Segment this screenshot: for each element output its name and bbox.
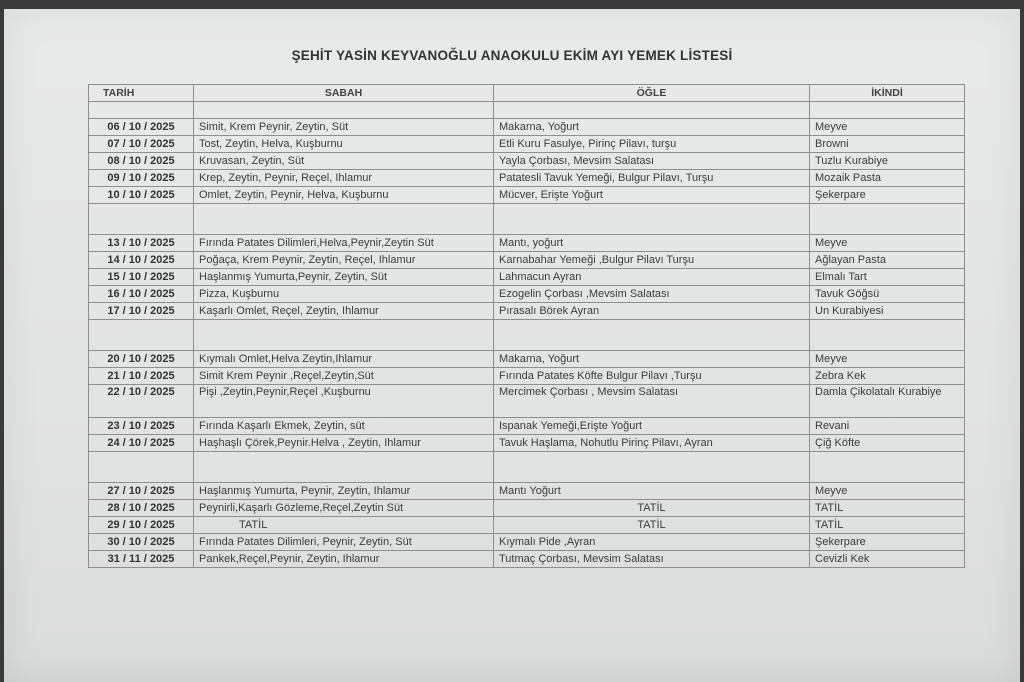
menu-table bbox=[88, 84, 965, 568]
ogle-cell: Pırasalı Börek Ayran bbox=[494, 303, 810, 320]
sabah-cell: Tost, Zeytin, Helva, Kuşburnu bbox=[194, 136, 494, 153]
spacer-row bbox=[89, 204, 965, 235]
ikindi-cell: Elmalı Tart bbox=[810, 269, 965, 286]
ikindi-cell: Ağlayan Pasta bbox=[810, 252, 965, 269]
date-cell: 31 / 11 / 2025 bbox=[89, 551, 194, 568]
date-cell: 21 / 10 / 2025 bbox=[89, 368, 194, 385]
date-cell: 24 / 10 / 2025 bbox=[89, 435, 194, 452]
ogle-cell: Mantı Yoğurt bbox=[494, 483, 810, 500]
ogle-cell: Mücver, Erişte Yoğurt bbox=[494, 187, 810, 204]
sabah-cell: Simit Krem Peynir ,Reçel,Zeytin,Süt bbox=[194, 368, 494, 385]
sabah-cell: Simit, Krem Peynir, Zeytin, Süt bbox=[194, 119, 494, 136]
date-cell: 10 / 10 / 2025 bbox=[89, 187, 194, 204]
sabah-cell: Fırında Patates Dilimleri, Peynir, Zeytin, Süt bbox=[194, 534, 494, 551]
date-cell: 27 / 10 / 2025 bbox=[89, 483, 194, 500]
ikindi-cell: Meyve bbox=[810, 351, 965, 368]
date-cell: 08 / 10 / 2025 bbox=[89, 153, 194, 170]
header-afternoon: İKİNDİ bbox=[810, 85, 965, 102]
table-row bbox=[89, 170, 965, 187]
table-row bbox=[89, 252, 965, 269]
ogle-cell: Ezogelin Çorbası ,Mevsim Salatası bbox=[494, 286, 810, 303]
sabah-cell: Fırında Kaşarlı Ekmek, Zeytin, süt bbox=[194, 418, 494, 435]
table-row bbox=[89, 153, 965, 170]
ogle-cell: TATİL bbox=[494, 500, 810, 517]
ikindi-cell: Şekerpare bbox=[810, 187, 965, 204]
ikindi-cell: Şekerpare bbox=[810, 534, 965, 551]
ogle-cell: Fırında Patates Köfte Bulgur Pilavı ,Turşu bbox=[494, 368, 810, 385]
date-cell: 20 / 10 / 2025 bbox=[89, 351, 194, 368]
date-cell: 14 / 10 / 2025 bbox=[89, 252, 194, 269]
ikindi-cell: Meyve bbox=[810, 235, 965, 252]
ogle-cell: Makarna, Yoğurt bbox=[494, 119, 810, 136]
ikindi-cell: Revani bbox=[810, 418, 965, 435]
table-row bbox=[89, 517, 965, 534]
table-row bbox=[89, 483, 965, 500]
ogle-cell: Yayla Çorbası, Mevsim Salatası bbox=[494, 153, 810, 170]
paper-sheet bbox=[4, 9, 1020, 682]
ikindi-cell: Tuzlu Kurabiye bbox=[810, 153, 965, 170]
table-row bbox=[89, 418, 965, 435]
sabah-cell: TATİL bbox=[194, 517, 494, 534]
spacer-row bbox=[89, 102, 965, 119]
header-date: TARİH bbox=[89, 85, 194, 102]
ikindi-cell: Meyve bbox=[810, 483, 965, 500]
sabah-cell: Pankek,Reçel,Peynir, Zeytin, Ihlamur bbox=[194, 551, 494, 568]
date-cell: 22 / 10 / 2025 bbox=[89, 385, 194, 418]
ikindi-cell: Un Kurabiyesi bbox=[810, 303, 965, 320]
table-row bbox=[89, 368, 965, 385]
ikindi-cell: TATİL bbox=[810, 500, 965, 517]
sabah-cell: Peynirli,Kaşarlı Gözleme,Reçel,Zeytin Süt bbox=[194, 500, 494, 517]
sabah-cell: Poğaça, Krem Peynir, Zeytin, Reçel, Ihlamur bbox=[194, 252, 494, 269]
table-row bbox=[89, 500, 965, 517]
ogle-cell: Etli Kuru Fasulye, Pirinç Pilavı, turşu bbox=[494, 136, 810, 153]
sabah-cell: Omlet, Zeytin, Peynir, Helva, Kuşburnu bbox=[194, 187, 494, 204]
table-row bbox=[89, 235, 965, 252]
date-cell: 17 / 10 / 2025 bbox=[89, 303, 194, 320]
table-row bbox=[89, 136, 965, 153]
header-row bbox=[89, 85, 965, 102]
ogle-cell: TATİL bbox=[494, 517, 810, 534]
sabah-cell: Pizza, Kuşburnu bbox=[194, 286, 494, 303]
date-cell: 30 / 10 / 2025 bbox=[89, 534, 194, 551]
date-cell: 07 / 10 / 2025 bbox=[89, 136, 194, 153]
table-row bbox=[89, 303, 965, 320]
table-row bbox=[89, 187, 965, 204]
ikindi-cell: Zebra Kek bbox=[810, 368, 965, 385]
ikindi-cell: Mozaik Pasta bbox=[810, 170, 965, 187]
sabah-cell: Kruvasan, Zeytin, Süt bbox=[194, 153, 494, 170]
date-cell: 09 / 10 / 2025 bbox=[89, 170, 194, 187]
ikindi-cell: Tavuk Göğsü bbox=[810, 286, 965, 303]
sabah-cell: Haşlanmış Yumurta, Peynir, Zeytin, Ihlamur bbox=[194, 483, 494, 500]
sabah-cell: Pişi ,Zeytin,Peynir,Reçel ,Kuşburnu bbox=[194, 385, 494, 418]
table-row bbox=[89, 435, 965, 452]
ogle-cell: Patatesli Tavuk Yemeği, Bulgur Pilavı, Turşu bbox=[494, 170, 810, 187]
table-row bbox=[89, 119, 965, 136]
sabah-cell: Kaşarlı Omlet, Reçel, Zeytin, Ihlamur bbox=[194, 303, 494, 320]
ogle-cell: Tutmaç Çorbası, Mevsim Salatası bbox=[494, 551, 810, 568]
table-row bbox=[89, 534, 965, 551]
sabah-cell: Haşhaşlı Çörek,Peynir.Helva , Zeytin, Ihlamur bbox=[194, 435, 494, 452]
ikindi-cell: Çiğ Köfte bbox=[810, 435, 965, 452]
date-cell: 16 / 10 / 2025 bbox=[89, 286, 194, 303]
ikindi-cell: Cevizli Kek bbox=[810, 551, 965, 568]
sabah-cell: Fırında Patates Dilimleri,Helva,Peynir,Zeytin Süt bbox=[194, 235, 494, 252]
table-row bbox=[89, 286, 965, 303]
table-row bbox=[89, 351, 965, 368]
date-cell: 28 / 10 / 2025 bbox=[89, 500, 194, 517]
ikindi-cell: TATİL bbox=[810, 517, 965, 534]
ikindi-cell: Damla Çikolatalı Kurabiye bbox=[810, 385, 965, 418]
header-morning: SABAH bbox=[194, 85, 494, 102]
ogle-cell: Mercimek Çorbası , Mevsim Salatası bbox=[494, 385, 810, 418]
ogle-cell: Lahmacun Ayran bbox=[494, 269, 810, 286]
ogle-cell: Makarna, Yoğurt bbox=[494, 351, 810, 368]
date-cell: 13 / 10 / 2025 bbox=[89, 235, 194, 252]
sabah-cell: Haşlanmış Yumurta,Peynir, Zeytin, Süt bbox=[194, 269, 494, 286]
spacer-row bbox=[89, 320, 965, 351]
ogle-cell: Tavuk Haşlama, Nohutlu Pirinç Pilavı, Ayran bbox=[494, 435, 810, 452]
sabah-cell: Krep, Zeytin, Peynir, Reçel, Ihlamur bbox=[194, 170, 494, 187]
date-cell: 29 / 10 / 2025 bbox=[89, 517, 194, 534]
ikindi-cell: Meyve bbox=[810, 119, 965, 136]
ogle-cell: Kıymalı Pide ,Ayran bbox=[494, 534, 810, 551]
ikindi-cell: Browni bbox=[810, 136, 965, 153]
header-noon: ÖĞLE bbox=[494, 85, 810, 102]
date-cell: 15 / 10 / 2025 bbox=[89, 269, 194, 286]
ogle-cell: Ispanak Yemeği,Erişte Yoğurt bbox=[494, 418, 810, 435]
table-row bbox=[89, 551, 965, 568]
page-title: ŞEHİT YASİN KEYVANOĞLU ANAOKULU EKİM AYI YEMEK LİSTESİ bbox=[291, 48, 733, 63]
date-cell: 06 / 10 / 2025 bbox=[89, 119, 194, 136]
spacer-row bbox=[89, 452, 965, 483]
ogle-cell: Mantı, yoğurt bbox=[494, 235, 810, 252]
table-row bbox=[89, 385, 965, 418]
table-row bbox=[89, 269, 965, 286]
sabah-cell: Kıymalı Omlet,Helva Zeytin,Ihlamur bbox=[194, 351, 494, 368]
date-cell: 23 / 10 / 2025 bbox=[89, 418, 194, 435]
ogle-cell: Karnabahar Yemeği ,Bulgur Pilavı Turşu bbox=[494, 252, 810, 269]
